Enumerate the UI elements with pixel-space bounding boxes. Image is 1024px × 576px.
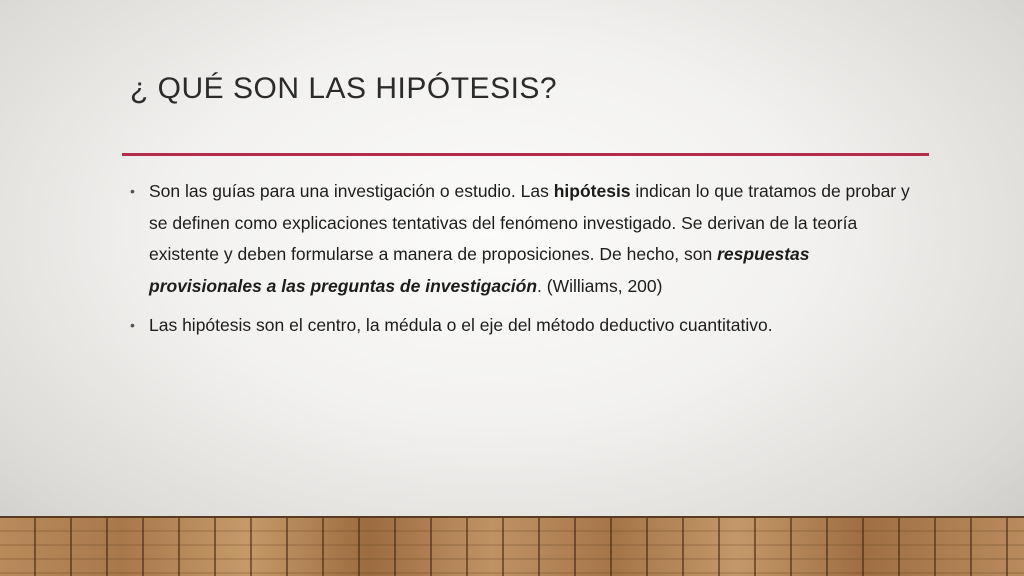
bullet-item — [130, 176, 920, 302]
bullet-bold-term: hipótesis — [553, 181, 631, 201]
bullet-text: . (Williams, 200) — [537, 275, 663, 296]
bullet-item — [130, 310, 920, 342]
bullet-text: indican lo que tratamos de probar y se definen como explicaciones tentativas del fenómeno investigado. Se derivan de la teoría existente y deben formularse a manera de proposiciones. De hecho, son — [149, 181, 910, 264]
bullet-dot-icon: • — [130, 183, 135, 199]
title-divider — [122, 153, 929, 156]
bullet-dot-icon: • — [130, 317, 135, 333]
slide-title: ¿ QUÉ SON LAS HIPÓTESIS? — [130, 72, 558, 105]
slide-body — [130, 176, 920, 350]
bullet-emphasis: respuestas provisionales a las preguntas de investigación — [149, 244, 810, 296]
wooden-floor-decoration — [0, 516, 1024, 576]
bullet-text: Son las guías para una investigación o estudio. Las — [149, 181, 554, 201]
bullet-text: Las hipótesis son el centro, la médula o el eje del método deductivo cuantitativo. — [149, 315, 773, 335]
